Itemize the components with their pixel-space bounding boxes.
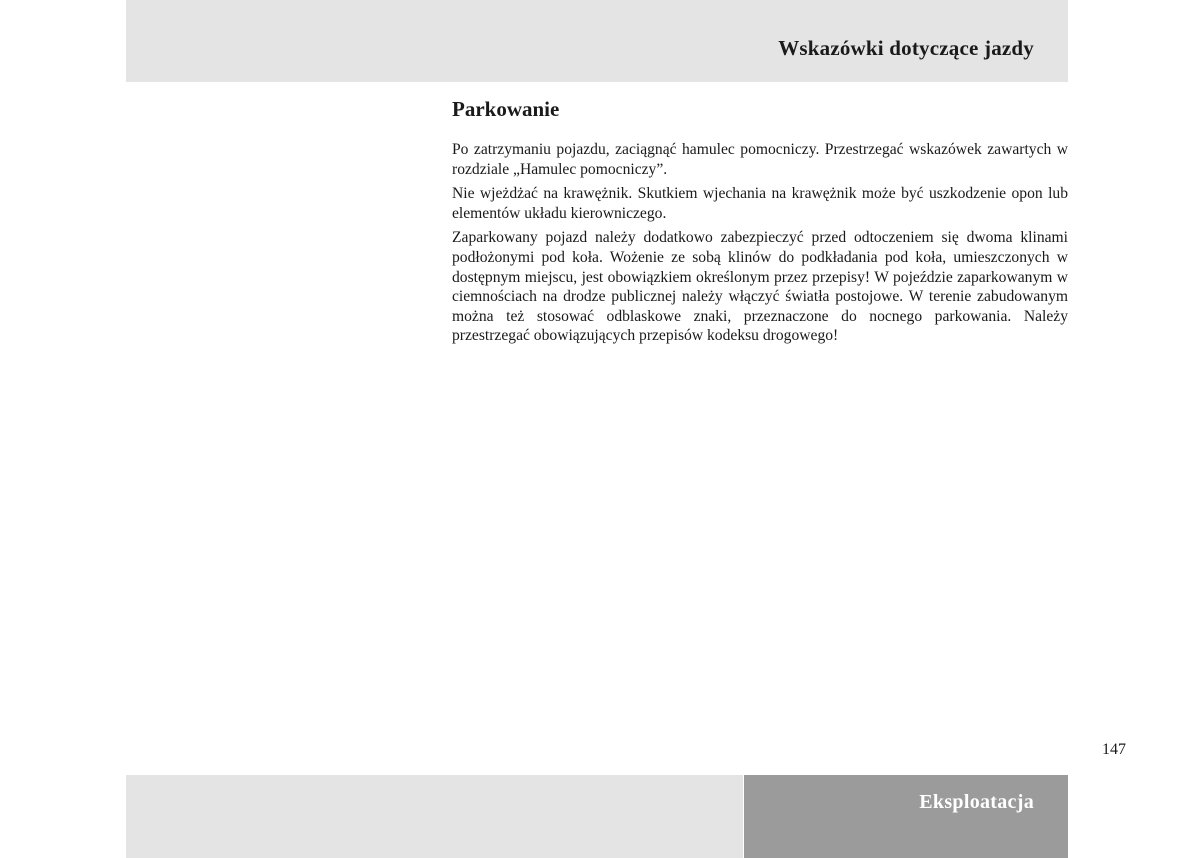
chapter-title: Wskazówki dotyczące jazdy [778,36,1034,60]
page-number: 147 [1102,741,1126,758]
section-heading: Parkowanie [452,97,560,121]
paragraph: Nie wjeżdżać na krawężnik. Skutkiem wjechania na krawężnik może być uszkodzenie opon lub elementów układu kierowniczego. [452,185,1068,222]
footer-section-tab [744,775,1068,858]
footer-band [126,775,743,858]
footer-section-label: Eksploatacja [919,791,1034,813]
paragraph: Zaparkowany pojazd należy dodatkowo zabezpieczyć przed odtoczeniem się dwoma klinami podłożonymi pod koła. Wożenie ze sobą klinów do podkładania pod koła, umieszczonych w dostępnym miejscu, jest obowiązkiem określonym przez przepisy! W pojeździe zaparkowanym w ciemnościach na drodze publicznej należy włączyć światła postojowe. W terenie zabudowanym można też stosować odblaskowe znaki, przeznaczone do nocnego parkowania. Należy przestrzegać obowiązujących przepisów kodeksu drogowego! [452,229,1068,345]
paragraph: Po zatrzymaniu pojazdu, zaciągnąć hamulec pomocniczy. Przestrzegać wskazówek zawartych w rozdziale „Hamulec pomocniczy”. [452,141,1068,178]
main-content [452,96,1068,351]
header-band [126,0,1068,82]
